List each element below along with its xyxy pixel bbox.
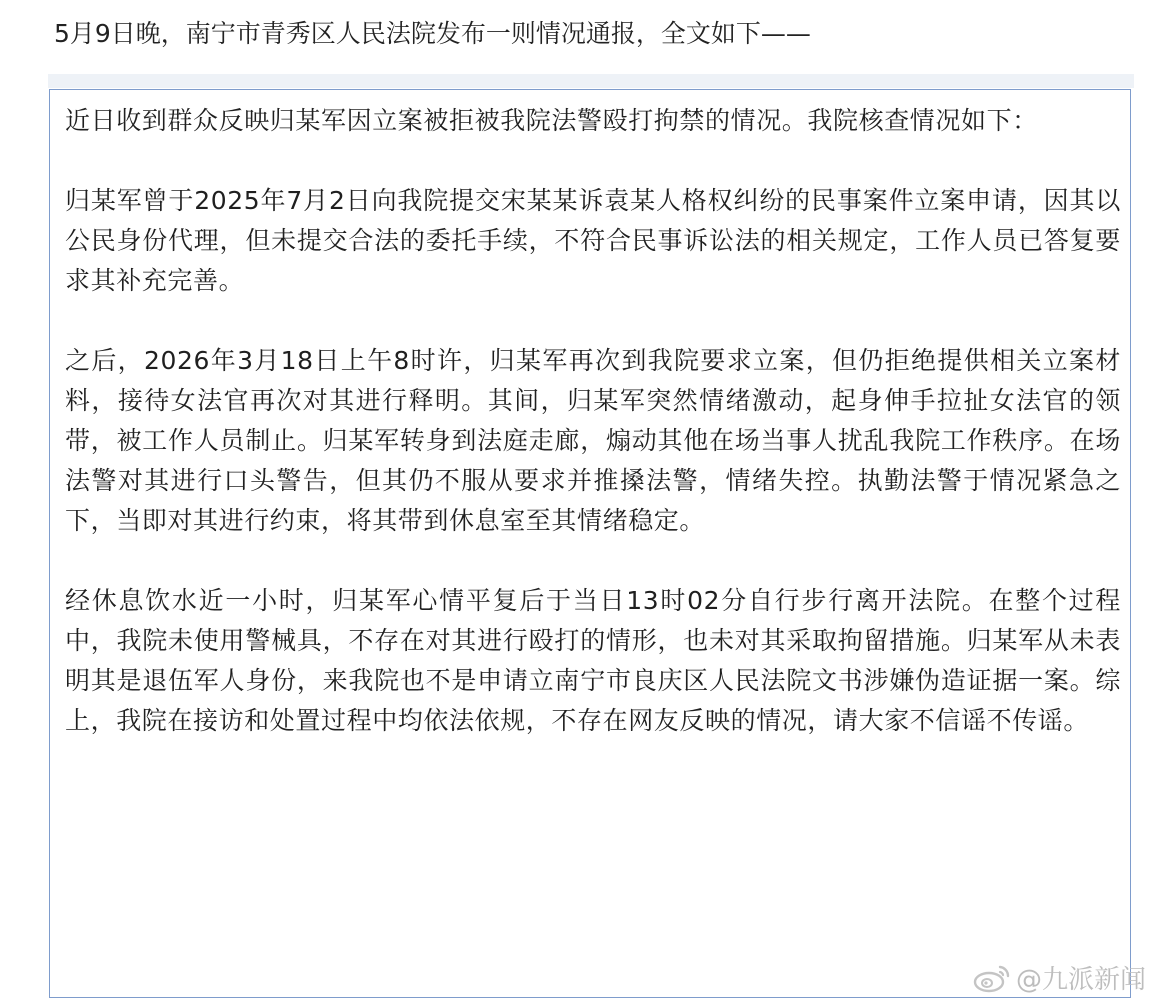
divider	[48, 74, 1134, 88]
notice-paragraph: 近日收到群众反映归某军因立案被拒被我院法警殴打拘禁的情况。我院核查情况如下：	[65, 106, 1038, 135]
notice-paragraph: 经休息饮水近一小时，归某军心情平复后于当日13时02分自行步行离开法院。在整个过程中，我院未使用警械具，不存在对其进行殴打的情形，也未对其采取拘留措施。归某军从未表明其是退伍军人身份，来我院也不是申请立南宁市良庆区人民法院文书涉嫌伪造证据一案。综上，我院在接访和处置过程中均依法依规，不存在网友反映的情况，请大家不信谣不传谣。	[65, 586, 1121, 735]
notice-box	[49, 89, 1131, 998]
weibo-icon	[972, 963, 1012, 993]
notice-body	[65, 101, 1121, 741]
watermark-text: @九派新闻	[1015, 965, 1146, 995]
notice-paragraph: 之后，2026年3月18日上午8时许，归某军再次到我院要求立案，但仍拒绝提供相关立案材料，接待女法官再次对其进行释明。其间，归某军突然情绪激动，起身伸手拉扯女法官的领带，被工作人员制止。归某军转身到法庭走廊，煽动其他在场当事人扰乱我院工作秩序。在场法警对其进行口头警告，但其仍不服从要求并推搡法警，情绪失控。执勤法警于情况紧急之下，当即对其进行约束，将其带到休息室至其情绪稳定。	[65, 346, 1121, 535]
watermark	[972, 959, 1146, 996]
notice-paragraph: 归某军曾于2025年7月2日向我院提交宋某某诉袁某人格权纠纷的民事案件立案申请，因其以公民身份代理，但未提交合法的委托手续，不符合民事诉讼法的相关规定，工作人员已答复要求其补充完善。	[65, 186, 1121, 295]
intro-text: 5月9日晚，南宁市青秀区人民法院发布一则情况通报，全文如下——	[54, 19, 811, 48]
